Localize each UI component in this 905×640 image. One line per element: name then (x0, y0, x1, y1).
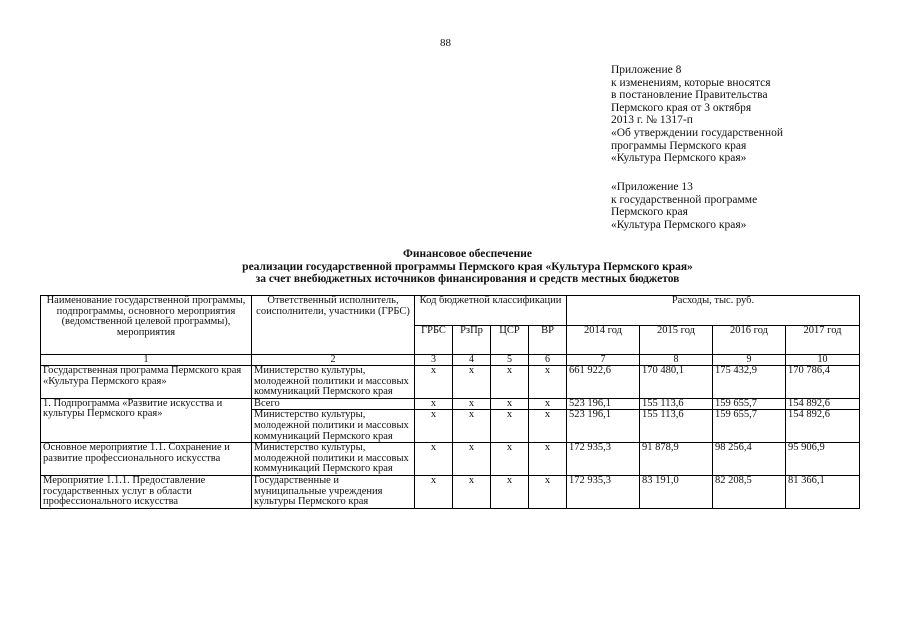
row-name: Мероприятие 1.1.1. Предоставление государственных услуг в области профессионального искусства (41, 475, 252, 508)
header-2015: 2015 год (640, 326, 713, 355)
row-2015: 170 480,1 (640, 366, 713, 399)
row-executor: Министерство культуры, молодежной политики и массовых коммуникаций Пермского края (252, 410, 415, 443)
header-csr: ЦСР (491, 326, 529, 355)
appendix-13-block: «Приложение 13 к государственной программе Пермского края «Культура Пермского края» (611, 181, 758, 231)
row-vr: x (529, 398, 567, 410)
appendix-8-block: Приложение 8 к изменениям, которые вносятся в постановление Правительства Пермского края от 3 октября 2013 г. № 1317-п «Об утверждении государственной программы Пермского края «Культура Пермского края» (611, 64, 783, 165)
column-number: 5 (491, 355, 529, 366)
row-2014: 523 196,1 (567, 410, 640, 443)
row-grbs: x (415, 475, 453, 508)
table-row (41, 443, 860, 476)
row-executor: Министерство культуры, молодежной политики и массовых коммуникаций Пермского края (252, 366, 415, 399)
column-number: 4 (453, 355, 491, 366)
row-2014: 172 935,3 (567, 443, 640, 476)
row-2016: 159 655,7 (713, 410, 786, 443)
header-2017: 2017 год (786, 326, 860, 355)
row-2014: 523 196,1 (567, 398, 640, 410)
column-number: 9 (713, 355, 786, 366)
row-rzpr: x (453, 398, 491, 410)
column-number: 2 (252, 355, 415, 366)
row-grbs: x (415, 398, 453, 410)
page-number: 88 (440, 37, 451, 49)
row-csr: x (491, 410, 529, 443)
column-number: 7 (567, 355, 640, 366)
row-2017: 154 892,6 (786, 410, 860, 443)
row-2016: 98 256,4 (713, 443, 786, 476)
header-executor: Ответственный исполнитель, соисполнители, участники (ГРБС) (252, 296, 415, 355)
row-grbs: x (415, 410, 453, 443)
row-executor: Всего (252, 398, 415, 410)
row-rzpr: x (453, 443, 491, 476)
row-csr: x (491, 398, 529, 410)
header-2016: 2016 год (713, 326, 786, 355)
row-name: Государственная программа Пермского края «Культура Пермского края» (41, 366, 252, 399)
row-2015: 83 191,0 (640, 475, 713, 508)
header-grbs: ГРБС (415, 326, 453, 355)
header-expenses-group: Расходы, тыс. руб. (567, 296, 860, 326)
row-grbs: x (415, 366, 453, 399)
row-csr: x (491, 475, 529, 508)
row-2016: 159 655,7 (713, 398, 786, 410)
row-grbs: x (415, 443, 453, 476)
row-csr: x (491, 366, 529, 399)
table-row (41, 398, 860, 410)
row-2017: 95 906,9 (786, 443, 860, 476)
row-2014: 661 922,6 (567, 366, 640, 399)
row-2015: 91 878,9 (640, 443, 713, 476)
financing-table (40, 295, 860, 509)
row-rzpr: x (453, 410, 491, 443)
row-executor: Министерство культуры, молодежной политики и массовых коммуникаций Пермского края (252, 443, 415, 476)
column-number: 1 (41, 355, 252, 366)
table-row (41, 366, 860, 399)
row-vr: x (529, 475, 567, 508)
row-rzpr: x (453, 475, 491, 508)
row-2015: 155 113,6 (640, 410, 713, 443)
row-vr: x (529, 410, 567, 443)
row-2014: 172 935,3 (567, 475, 640, 508)
column-number-row (41, 355, 860, 366)
row-2017: 154 892,6 (786, 398, 860, 410)
document-title: Финансовое обеспечение реализации государственной программы Пермского края «Культура Пермского края» за счет внебюджетных источников финансирования и средств местных бюджетов (242, 248, 693, 285)
row-executor: Государственные и муниципальные учреждения культуры Пермского края (252, 475, 415, 508)
row-csr: x (491, 443, 529, 476)
column-number: 3 (415, 355, 453, 366)
header-code-group: Код бюджетной классификации (415, 296, 567, 326)
header-2014: 2014 год (567, 326, 640, 355)
row-2015: 155 113,6 (640, 398, 713, 410)
row-2017: 170 786,4 (786, 366, 860, 399)
row-name: Основное мероприятие 1.1. Сохранение и развитие профессионального искусства (41, 443, 252, 476)
table-row (41, 475, 860, 508)
column-number: 6 (529, 355, 567, 366)
header-name: Наименование государственной программы, подпрограммы, основного мероприятия (ведомственной целевой программы), мероприятия (41, 296, 252, 355)
row-name: 1. Подпрограмма «Развитие искусства и культуры Пермского края» (41, 398, 252, 442)
header-rzpr: РзПр (453, 326, 491, 355)
row-2016: 175 432,9 (713, 366, 786, 399)
row-2017: 81 366,1 (786, 475, 860, 508)
column-number: 8 (640, 355, 713, 366)
header-vr: ВР (529, 326, 567, 355)
column-number: 10 (786, 355, 860, 366)
row-rzpr: x (453, 366, 491, 399)
row-2016: 82 208,5 (713, 475, 786, 508)
row-vr: x (529, 366, 567, 399)
row-vr: x (529, 443, 567, 476)
